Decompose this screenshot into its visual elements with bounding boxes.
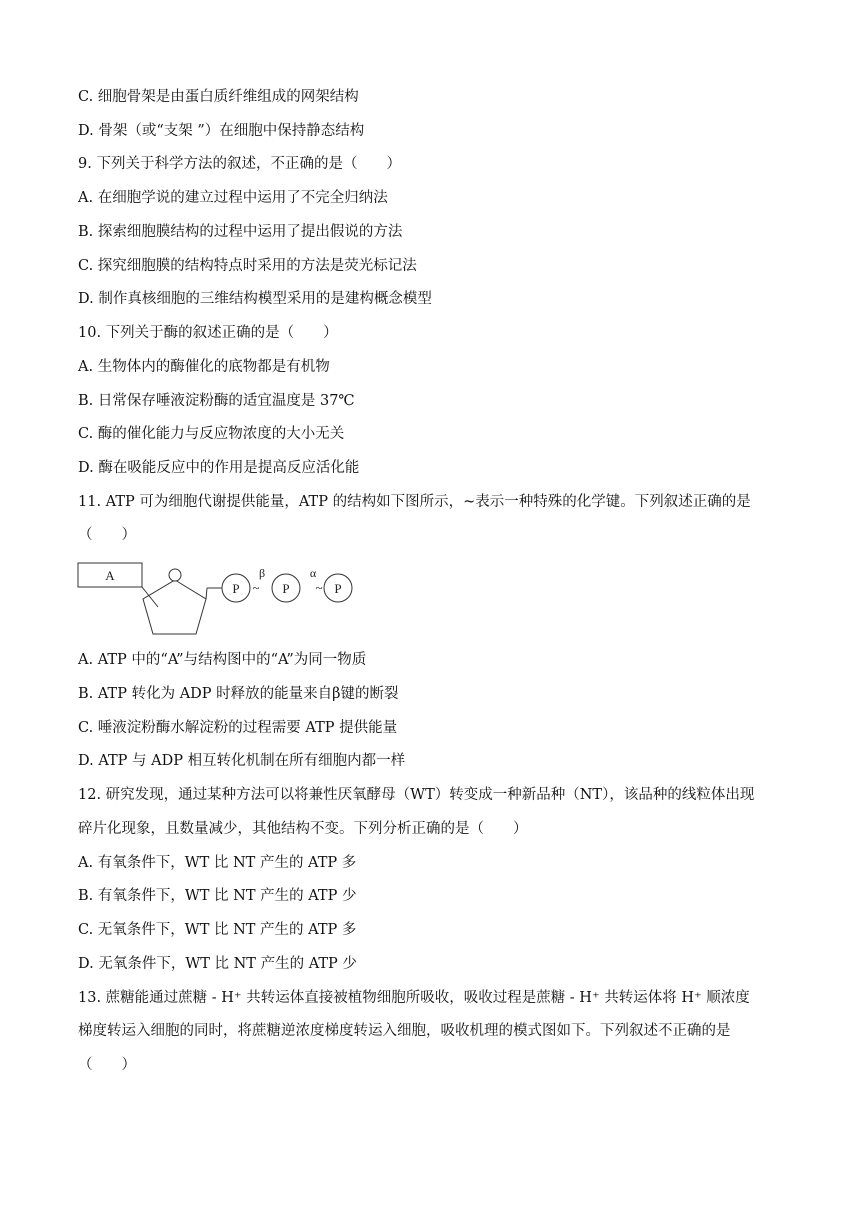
q11-option-c: C. 唾液淀粉酶水解淀粉的过程需要 ATP 提供能量 bbox=[78, 720, 398, 736]
svg-text:P: P bbox=[232, 581, 240, 596]
q13-stem-line3: （ ） bbox=[78, 1057, 136, 1073]
q12-option-c: C. 无氧条件下，WT 比 NT 产生的 ATP 多 bbox=[78, 922, 357, 938]
label-alpha: α bbox=[309, 566, 317, 580]
q12-option-a: A. 有氧条件下，WT 比 NT 产生的 ATP 多 bbox=[78, 855, 357, 871]
q10-option-c: C. 酶的催化能力与反应物浓度的大小无关 bbox=[78, 426, 345, 442]
q11-option-a: A. ATP 中的“A”与结构图中的“A”为同一物质 bbox=[78, 652, 367, 668]
q8-option-c: C. 细胞骨架是由蛋白质纤维组成的网架结构 bbox=[78, 89, 359, 105]
q12-option-d: D. 无氧条件下，WT 比 NT 产生的 ATP 少 bbox=[78, 956, 357, 972]
q12-option-b: B. 有氧条件下，WT 比 NT 产生的 ATP 少 bbox=[78, 888, 357, 904]
q12-stem-line2: 碎片化现象，且数量减少，其他结构不变。下列分析正确的是（ ） bbox=[78, 821, 528, 837]
high-energy-bond-alpha: ~ bbox=[315, 580, 323, 595]
q9-option-c: C. 探究细胞膜的结构特点时采用的方法是荧光标记法 bbox=[78, 258, 417, 274]
atp-structure-diagram bbox=[76, 555, 366, 639]
q10-option-a: A. 生物体内的酶催化的底物都是有机物 bbox=[78, 359, 330, 375]
q10-option-b: B. 日常保存唾液淀粉酶的适宜温度是 37℃ bbox=[78, 393, 355, 409]
q9-option-a: A. 在细胞学说的建立过程中运用了不完全归纳法 bbox=[78, 190, 388, 206]
q10-stem: 10. 下列关于酶的叙述正确的是（ ） bbox=[78, 325, 338, 341]
q13-stem-line1: 13. 蔗糖能通过蔗糖 - H⁺ 共转运体直接被植物细胞所吸收，吸收过程是蔗糖 - H⁺ 共转运体将 H⁺ 顺浓度 bbox=[78, 990, 750, 1006]
q11-stem-line1: 11. ATP 可为细胞代谢提供能量，ATP 的结构如下图所示，~表示一种特殊的化学键。下列叙述正确的是 bbox=[78, 494, 751, 510]
ribose-pentagon bbox=[143, 580, 206, 634]
q9-option-d: D. 制作真核细胞的三维结构模型采用的是建构概念模型 bbox=[78, 291, 432, 307]
high-energy-bond-beta: ~ bbox=[252, 580, 260, 595]
q11-stem-line2: （ ） bbox=[78, 527, 136, 543]
q12-stem-line1: 12. 研究发现，通过某种方法可以将兼性厌氧酵母（WT）转变成一种新品种（NT），该品种的线粒体出现 bbox=[78, 787, 755, 803]
q10-option-d: D. 酶在吸能反应中的作用是提高反应活化能 bbox=[78, 460, 360, 476]
svg-text:P: P bbox=[282, 581, 290, 596]
q11-option-b: B. ATP 转化为 ADP 时释放的能量来自β键的断裂 bbox=[78, 686, 399, 702]
ring-oxygen bbox=[169, 569, 181, 581]
label-beta: β bbox=[258, 566, 266, 580]
svg-text:P: P bbox=[334, 581, 342, 596]
sugar-to-phosphate-link bbox=[206, 588, 207, 599]
q9-option-b: B. 探索细胞膜结构的过程中运用了提出假说的方法 bbox=[78, 224, 403, 240]
q13-stem-line2: 梯度转运入细胞的同时，将蔗糖逆浓度梯度转运入细胞，吸收机理的模式图如下。下列叙述不正确的是 bbox=[78, 1023, 731, 1039]
q9-stem: 9. 下列关于科学方法的叙述，不正确的是（ ） bbox=[78, 156, 401, 172]
q11-option-d: D. ATP 与 ADP 相互转化机制在所有细胞内都一样 bbox=[78, 753, 406, 769]
adenine-label: A bbox=[105, 568, 115, 583]
q8-option-d: D. 骨架（或“支架 ”）在细胞中保持静态结构 bbox=[78, 123, 365, 139]
